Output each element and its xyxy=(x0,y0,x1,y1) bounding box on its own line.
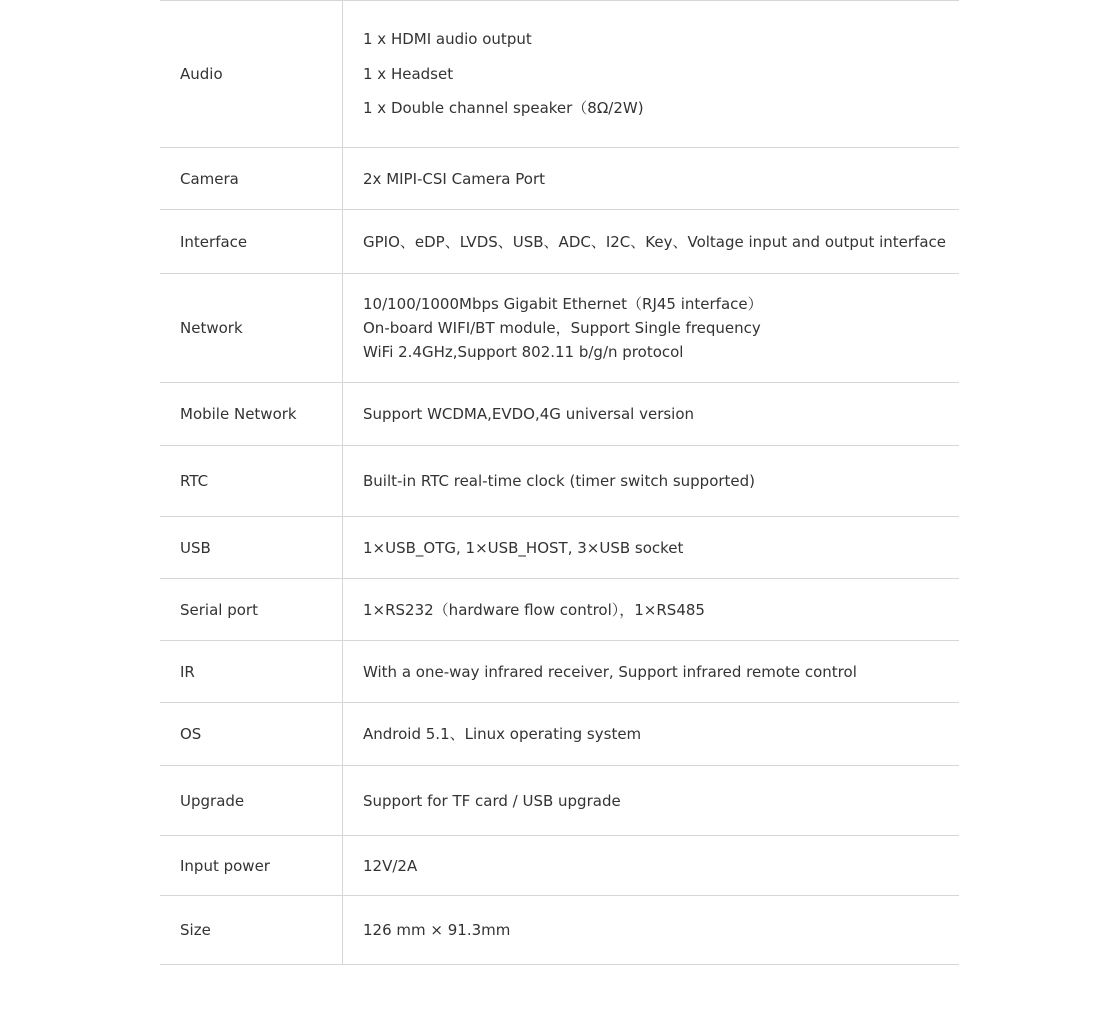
spec-row-os xyxy=(160,703,959,766)
spec-value: 126 mm × 91.3mm xyxy=(343,896,960,965)
spec-label: Audio xyxy=(160,1,343,148)
spec-value xyxy=(343,1,960,148)
spec-label: OS xyxy=(160,703,343,766)
spec-table xyxy=(160,0,959,965)
spec-row-camera xyxy=(160,148,959,210)
spec-row-usb xyxy=(160,517,959,579)
spec-row-serial-port xyxy=(160,579,959,641)
spec-row-audio xyxy=(160,1,959,148)
spec-row-rtc xyxy=(160,446,959,517)
spec-label: Upgrade xyxy=(160,766,343,836)
spec-value-line: 1 x Double channel speaker（8Ω/2W) xyxy=(363,99,644,118)
spec-value: 2x MIPI-CSI Camera Port xyxy=(343,148,960,210)
spec-row-network xyxy=(160,274,959,383)
spec-label: IR xyxy=(160,641,343,703)
spec-value: Support for TF card / USB upgrade xyxy=(343,766,960,836)
spec-value-line: WiFi 2.4GHz,Support 802.11 b/g/n protocol xyxy=(363,343,684,361)
spec-row-upgrade xyxy=(160,766,959,836)
spec-row-size xyxy=(160,896,959,965)
spec-value: 1×USB_OTG, 1×USB_HOST, 3×USB socket xyxy=(343,517,960,579)
spec-value: Android 5.1、Linux operating system xyxy=(343,703,960,766)
spec-label: Size xyxy=(160,896,343,965)
spec-label: Network xyxy=(160,274,343,383)
spec-value-line: 10/100/1000Mbps Gigabit Ethernet（RJ45 interface） xyxy=(363,295,763,313)
spec-label: Serial port xyxy=(160,579,343,641)
spec-label: Camera xyxy=(160,148,343,210)
spec-value: With a one-way infrared receiver, Support infrared remote control xyxy=(343,641,960,703)
spec-value: GPIO、eDP、LVDS、USB、ADC、I2C、Key、Voltage input and output interface xyxy=(343,210,960,274)
spec-row-interface xyxy=(160,210,959,274)
spec-label: Input power xyxy=(160,836,343,896)
spec-label: USB xyxy=(160,517,343,579)
spec-label: Mobile Network xyxy=(160,383,343,446)
spec-value: Support WCDMA,EVDO,4G universal version xyxy=(343,383,960,446)
spec-row-ir xyxy=(160,641,959,703)
spec-row-input-power xyxy=(160,836,959,896)
spec-label: Interface xyxy=(160,210,343,274)
spec-value: Built-in RTC real-time clock (timer switch supported) xyxy=(343,446,960,517)
spec-value-line: 1 x Headset xyxy=(363,64,454,83)
spec-row-mobile-network xyxy=(160,383,959,446)
spec-value xyxy=(343,274,960,383)
spec-value: 1×RS232（hardware flow control），1×RS485 xyxy=(343,579,960,641)
spec-value-line: On-board WIFI/BT module，Support Single frequency xyxy=(363,319,761,337)
spec-label: RTC xyxy=(160,446,343,517)
spec-value-line: 1 x HDMI audio output xyxy=(363,30,532,49)
spec-value: 12V/2A xyxy=(343,836,960,896)
